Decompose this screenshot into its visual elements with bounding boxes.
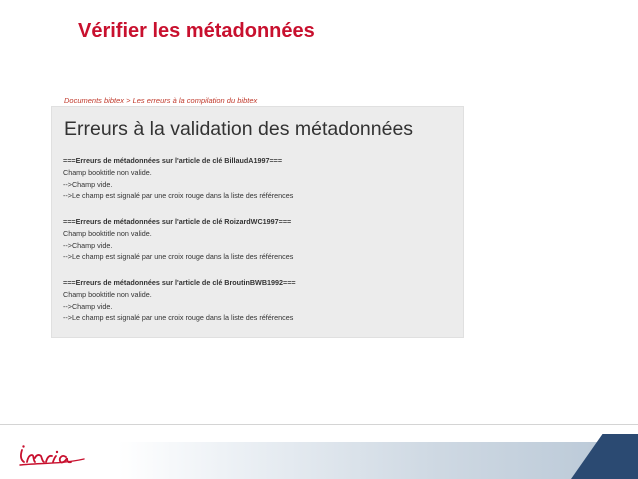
error-block — [63, 277, 296, 324]
inria-logo — [18, 442, 88, 468]
error-message: Champ booktitle non valide. — [63, 167, 152, 177]
error-hint: -->Le champ est signalé par une croix rouge dans la liste des références — [63, 252, 294, 262]
error-detail: -->Champ vide. — [63, 179, 113, 189]
error-title: ===Erreurs de métadonnées sur l'article de clé RoizardWC1997=== — [63, 217, 292, 226]
footer — [0, 424, 638, 479]
error-detail: -->Champ vide. — [63, 301, 113, 311]
panel-heading: Erreurs à la validation des métadonnées — [64, 118, 414, 140]
error-message: Champ booktitle non valide. — [63, 228, 152, 238]
error-detail: -->Champ vide. — [63, 240, 113, 250]
slide-title: Vérifier les métadonnées — [78, 20, 315, 42]
error-block — [63, 155, 293, 202]
error-message: Champ booktitle non valide. — [63, 289, 152, 299]
error-block — [63, 216, 293, 263]
footer-band — [118, 442, 638, 479]
breadcrumb — [64, 96, 257, 105]
error-title: ===Erreurs de métadonnées sur l'article de clé BroutinBWB1992=== — [63, 278, 296, 287]
error-title: ===Erreurs de métadonnées sur l'article de clé BillaudA1997=== — [63, 156, 283, 165]
breadcrumb-separator: > — [124, 96, 133, 105]
breadcrumb-link-documents-bibtex[interactable]: Documents bibtex — [64, 96, 125, 105]
error-hint: -->Le champ est signalé par une croix rouge dans la liste des références — [63, 191, 294, 201]
footer-divider — [0, 424, 638, 425]
errors-panel — [51, 106, 464, 338]
error-hint: -->Le champ est signalé par une croix rouge dans la liste des références — [63, 313, 294, 323]
breadcrumb-current[interactable]: Les erreurs à la compilation du bibtex — [132, 96, 258, 105]
